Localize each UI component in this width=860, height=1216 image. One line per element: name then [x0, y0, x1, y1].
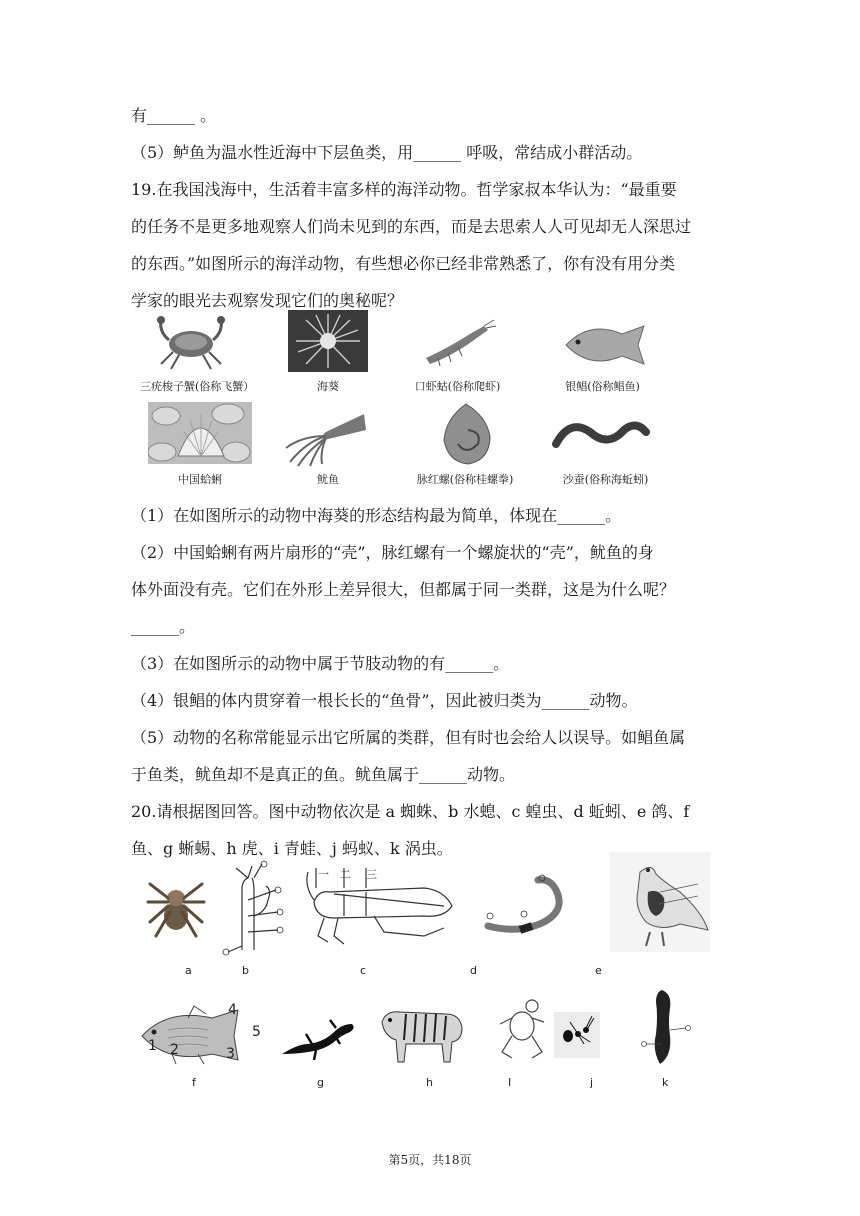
whelk-icon [438, 400, 496, 468]
question-19-3: （3）在如图所示的动物中属于节肢动物的有______。 [131, 654, 510, 673]
caption-pomfret: 银鲳(俗称鲳鱼) [565, 380, 640, 393]
question-19-1: （1）在如图所示的动物中海葵的形态结构最为简单，体现在______。 [131, 506, 622, 525]
sea-anemone-photo [288, 310, 368, 372]
label-c: c [360, 964, 367, 977]
question-19-2-line-1: （2）中国蛤蜊有两片扇形的“壳”，脉红螺有一个螺旋状的“壳”，鱿鱼的身 [131, 543, 654, 562]
caption-clam: 中国蛤蜊 [178, 473, 222, 486]
question-18-5: （5）鲈鱼为温水性近海中下层鱼类，用______ 呼吸，常结成小群活动。 [131, 143, 643, 162]
caption-mantis-shrimp: 口虾蛄(俗称爬虾) [414, 380, 501, 393]
fish-diagram [138, 1000, 263, 1072]
pigeon-diagram [610, 852, 710, 952]
label-j: j [590, 1076, 594, 1089]
label-f: f [192, 1076, 196, 1089]
ragworm-icon [550, 414, 650, 458]
question-20-line-2: 鱼、g 蜥蜴、h 虎、i 青蛙、j 蚂蚁、k 涡虫。 [131, 839, 453, 858]
question-19-line-2: 的任务不是更多地观察人们尚未见到的东西，而是去思索人人可见却无人深思过 [131, 217, 692, 236]
fish-label-5: 5 [252, 1024, 261, 1040]
fish-label-3: 3 [226, 1046, 235, 1062]
crab-icon [155, 314, 227, 372]
squid-icon [280, 408, 370, 468]
grasshopper-label-1: 一 [318, 868, 329, 881]
page-footer: 第5页，共18页 [388, 1153, 472, 1167]
question-19-line-1: 19.在我国浅海中，生活着丰富多样的海洋动物。哲学家叔本华认为：“最重要 [131, 180, 677, 199]
grasshopper-label-2: 二 [340, 868, 351, 881]
ant-photo [554, 1012, 600, 1058]
fish-label-4: 4 [228, 1002, 237, 1018]
question-19-line-3: 的东西。”如图所示的海洋动物，有些想必你已经非常熟悉了，你有没有用分类 [131, 254, 676, 273]
question-19-4: （4）银鲳的体内贯穿着一根长长的“鱼骨”，因此被归类为______动物。 [131, 691, 638, 710]
question-19-2-line-2: 体外面没有壳。它们在外形上差异很大，但都属于同一类群，这是为什么呢？ [131, 580, 676, 599]
mantis-shrimp-icon [418, 318, 498, 368]
label-i: I [508, 1076, 512, 1089]
label-g: g [317, 1076, 324, 1089]
lizard-icon [278, 1014, 358, 1062]
label-d: d [470, 964, 477, 977]
label-h: h [426, 1076, 433, 1089]
grasshopper-label-3: 三 [366, 868, 377, 881]
label-a: a [185, 964, 192, 977]
spider-photo [144, 872, 208, 942]
label-b: b [242, 964, 249, 977]
text-line-1: 有______ 。 [131, 106, 217, 125]
question-19-5-line-1: （5）动物的名称常能显示出它所属的类群，但有时也会给人以误导。如鲳鱼属 [131, 728, 686, 747]
pomfret-icon [560, 322, 648, 368]
fish-label-1: 1 [148, 1038, 157, 1054]
caption-sea-anemone: 海葵 [317, 380, 339, 393]
caption-whelk: 脉红螺(俗称桂螺拳) [416, 473, 514, 486]
fish-label-2: 2 [170, 1042, 179, 1058]
caption-squid: 鱿鱼 [317, 473, 339, 486]
planarian-diagram [638, 986, 698, 1070]
animals-figure [130, 850, 720, 1095]
label-e: e [595, 964, 602, 977]
earthworm-diagram [480, 872, 580, 942]
label-k: k [662, 1076, 669, 1089]
question-20-line-1: 20.请根据图回答。图中动物依次是 a 蜘蛛、b 水螅、c 蝗虫、d 蚯蚓、e 鸽、f [131, 802, 690, 821]
hydra-diagram [222, 860, 292, 956]
caption-ragworm: 沙蚕(俗称海蚯蚓) [562, 473, 649, 486]
marine-animals-figure [130, 308, 670, 493]
question-19-line-4: 学家的眼光去观察发现它们的奥秘呢？ [131, 291, 404, 310]
caption-crab: 三疣梭子蟹(俗称飞蟹） [140, 380, 255, 393]
frog-diagram [496, 996, 548, 1064]
clams-photo [148, 402, 252, 464]
question-19-5-line-2: 于鱼类，鱿鱼却不是真正的鱼。鱿鱼属于______动物。 [131, 765, 516, 784]
question-19-2-line-3: ______。 [131, 617, 196, 636]
tiger-icon [376, 1000, 466, 1066]
